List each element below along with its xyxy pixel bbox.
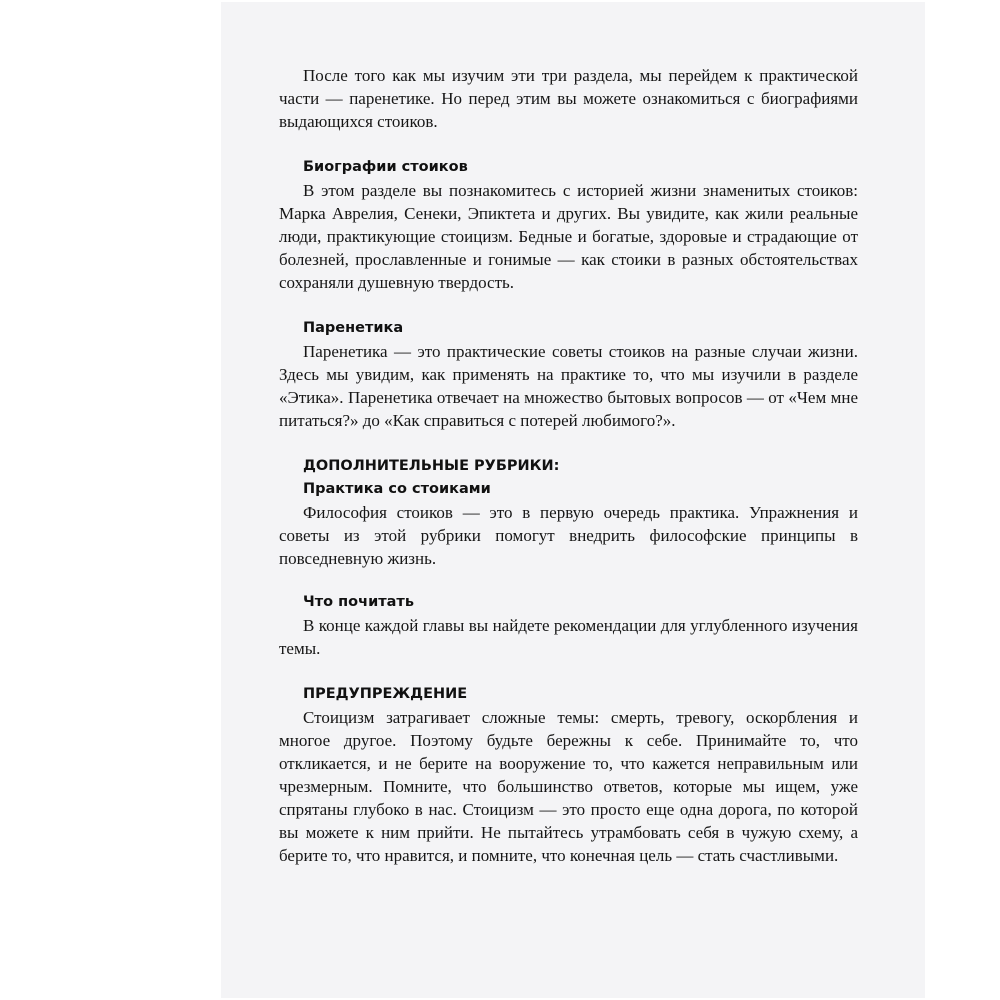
section-gap xyxy=(279,133,858,156)
warning-paragraph: Стоицизм затрагивает сложные темы: смерть, тревогу, оскорбления и многое другое. Поэтому будьте бережны к себе. Принимайте то, что откликается, и не берите на вооружение то, что кажется неправильным или чрезмерным. Помните, что большинство ответов, которые мы ищем, уже спрятаны глубоко в нас. Стоицизм — это просто еще одна дорога, по которой вы можете к ним прийти. Не пытайтесь утрамбовать себя в чужую схему, а берите то, что нравится, и помните, что конечная цель — стать счастливыми. xyxy=(279,708,858,865)
reading-paragraph: В конце каждой главы вы найдете рекомендации для углубленного изучения темы. xyxy=(279,616,858,658)
parenetics-paragraph: Паренетика — это практические советы стоиков на разные случаи жизни. Здесь мы увидим, как применять на практике то, что мы изучили в разделе «Этика». Паренетика отвечает на множество бытовых вопросов — от «Чем мне питаться?» до «Как справиться с потерей любимого?». xyxy=(279,342,858,430)
practice-paragraph: Философия стоиков — это в первую очередь практика. Упражнения и советы из этой рубрики помогут внедрить философские принципы в повседневную жизнь. xyxy=(279,503,858,568)
section-gap xyxy=(279,432,858,455)
section-gap xyxy=(279,294,858,317)
intro-paragraph: После того как мы изучим эти три раздела, мы перейдем к практической части — паренетике. Но перед этим вы можете ознакомиться с биографиями выдающихся стоиков. xyxy=(279,66,858,131)
reading-heading: Что почитать xyxy=(303,594,414,610)
book-page xyxy=(221,2,925,998)
parenetics-heading: Паренетика xyxy=(303,320,404,336)
section-gap xyxy=(279,660,858,683)
biographies-heading: Биографии стоиков xyxy=(303,159,468,175)
section-gap xyxy=(279,570,858,591)
warning-heading: ПРЕДУПРЕЖДЕНИЕ xyxy=(303,686,468,702)
page-content xyxy=(279,64,858,867)
additional-heading: ДОПОЛНИТЕЛЬНЫЕ РУБРИКИ: xyxy=(303,458,560,474)
biographies-paragraph: В этом разделе вы познакомитесь с историей жизни знаменитых стоиков: Марка Аврелия, Сенеки, Эпиктета и других. Вы увидите, как жили реальные люди, практикующие стоицизм. Бедные и богатые, здоровые и страдающие от болезней, прославленные и гонимые — как стоики в разных обстоятельствах сохраняли душевную твердость. xyxy=(279,181,858,292)
practice-heading: Практика со стоиками xyxy=(303,481,491,497)
